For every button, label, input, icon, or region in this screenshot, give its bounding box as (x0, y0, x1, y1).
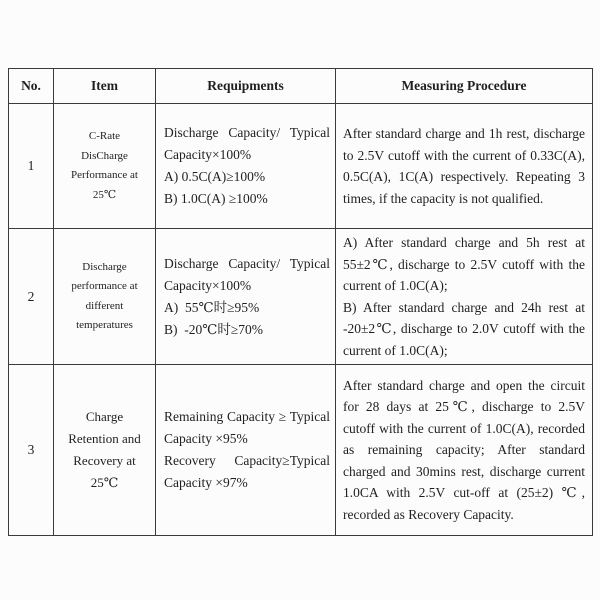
cell-procedure-3 (336, 365, 593, 536)
requirement-line: Discharge Capacity/ Typical Capacity×100% (164, 125, 330, 162)
procedure-paragraph: After standard charge and 1h rest, discharge to 2.5V cutoff with the current of 0.33C(A), 0.5C(A), 1C(A) respectively. Repeating 3 times, if the capacity is not qualified. (343, 126, 585, 206)
item-line: DisCharge (81, 149, 128, 162)
item-line: Charge (85, 409, 124, 424)
cell-requirements-3 (156, 365, 336, 536)
item-line: 25℃ (92, 188, 117, 201)
item-line: Discharge (82, 260, 127, 273)
header-row (9, 69, 593, 104)
cell-procedure-2 (336, 229, 593, 365)
table-row-2 (9, 229, 593, 365)
cell-no-2: 2 (9, 229, 54, 365)
cell-item-2 (54, 229, 156, 365)
requirement-line: B) 1.0C(A) ≥100% (164, 191, 268, 206)
cell-no-1: 1 (9, 104, 54, 229)
procedure-paragraph: After standard charge and open the circuit for 28 days at 25℃, discharge to 2.5V cutoff with the current of 1.0C(A), recorded as remaining capacity; After standard charged and 30mins rest, discharge current 1.0CA with 2.5V cut-off at (25±2) ℃, recorded as Recovery Capacity. (343, 377, 585, 522)
cell-item-3 (54, 365, 156, 536)
requirement-line: Remaining Capacity ≥ Typical Capacity ×95% (164, 409, 330, 446)
requirement-line: A) 55℃时≥95% (164, 299, 260, 315)
item-line: performance at (71, 280, 138, 292)
col-header-measuring-procedure: Measuring Procedure (336, 69, 593, 104)
requirement-line: Discharge Capacity/ Typical Capacity×100% (164, 255, 330, 293)
cell-procedure-1 (336, 104, 593, 229)
item-line: Retention and (68, 431, 141, 446)
col-header-item: Item (54, 69, 156, 104)
cell-requirements-1 (156, 104, 336, 229)
procedure-paragraph: A) After standard charge and 5h rest at 55±2℃, discharge to 2.5V cutoff with the current of 1.0C(A); (343, 235, 585, 293)
requirement-line: A) 0.5C(A)≥100% (164, 169, 266, 184)
requirement-line: B) -20℃时≥70% (164, 321, 264, 337)
item-line: C-Rate (88, 130, 121, 142)
item-line: Performance at (71, 169, 138, 181)
item-line: different (85, 299, 124, 312)
item-line: Recovery at (73, 453, 136, 468)
cell-no-3: 3 (9, 365, 54, 536)
item-line: 25℃ (90, 475, 119, 490)
item-line: temperatures (76, 319, 133, 331)
requirement-line: Recovery Capacity≥Typical Capacity ×97% (164, 453, 330, 490)
table-row-1 (9, 104, 593, 229)
cell-item-1 (54, 104, 156, 229)
col-header-no: No. (9, 69, 54, 104)
col-header-requirements: Requipments (156, 69, 336, 104)
procedure-paragraph: B) After standard charge and 24h rest at -20±2℃, discharge to 2.0V cutoff with the current of 1.0C(A); (343, 299, 585, 358)
spec-table (8, 68, 593, 536)
table-row-3 (9, 365, 593, 536)
cell-requirements-2 (156, 229, 336, 365)
